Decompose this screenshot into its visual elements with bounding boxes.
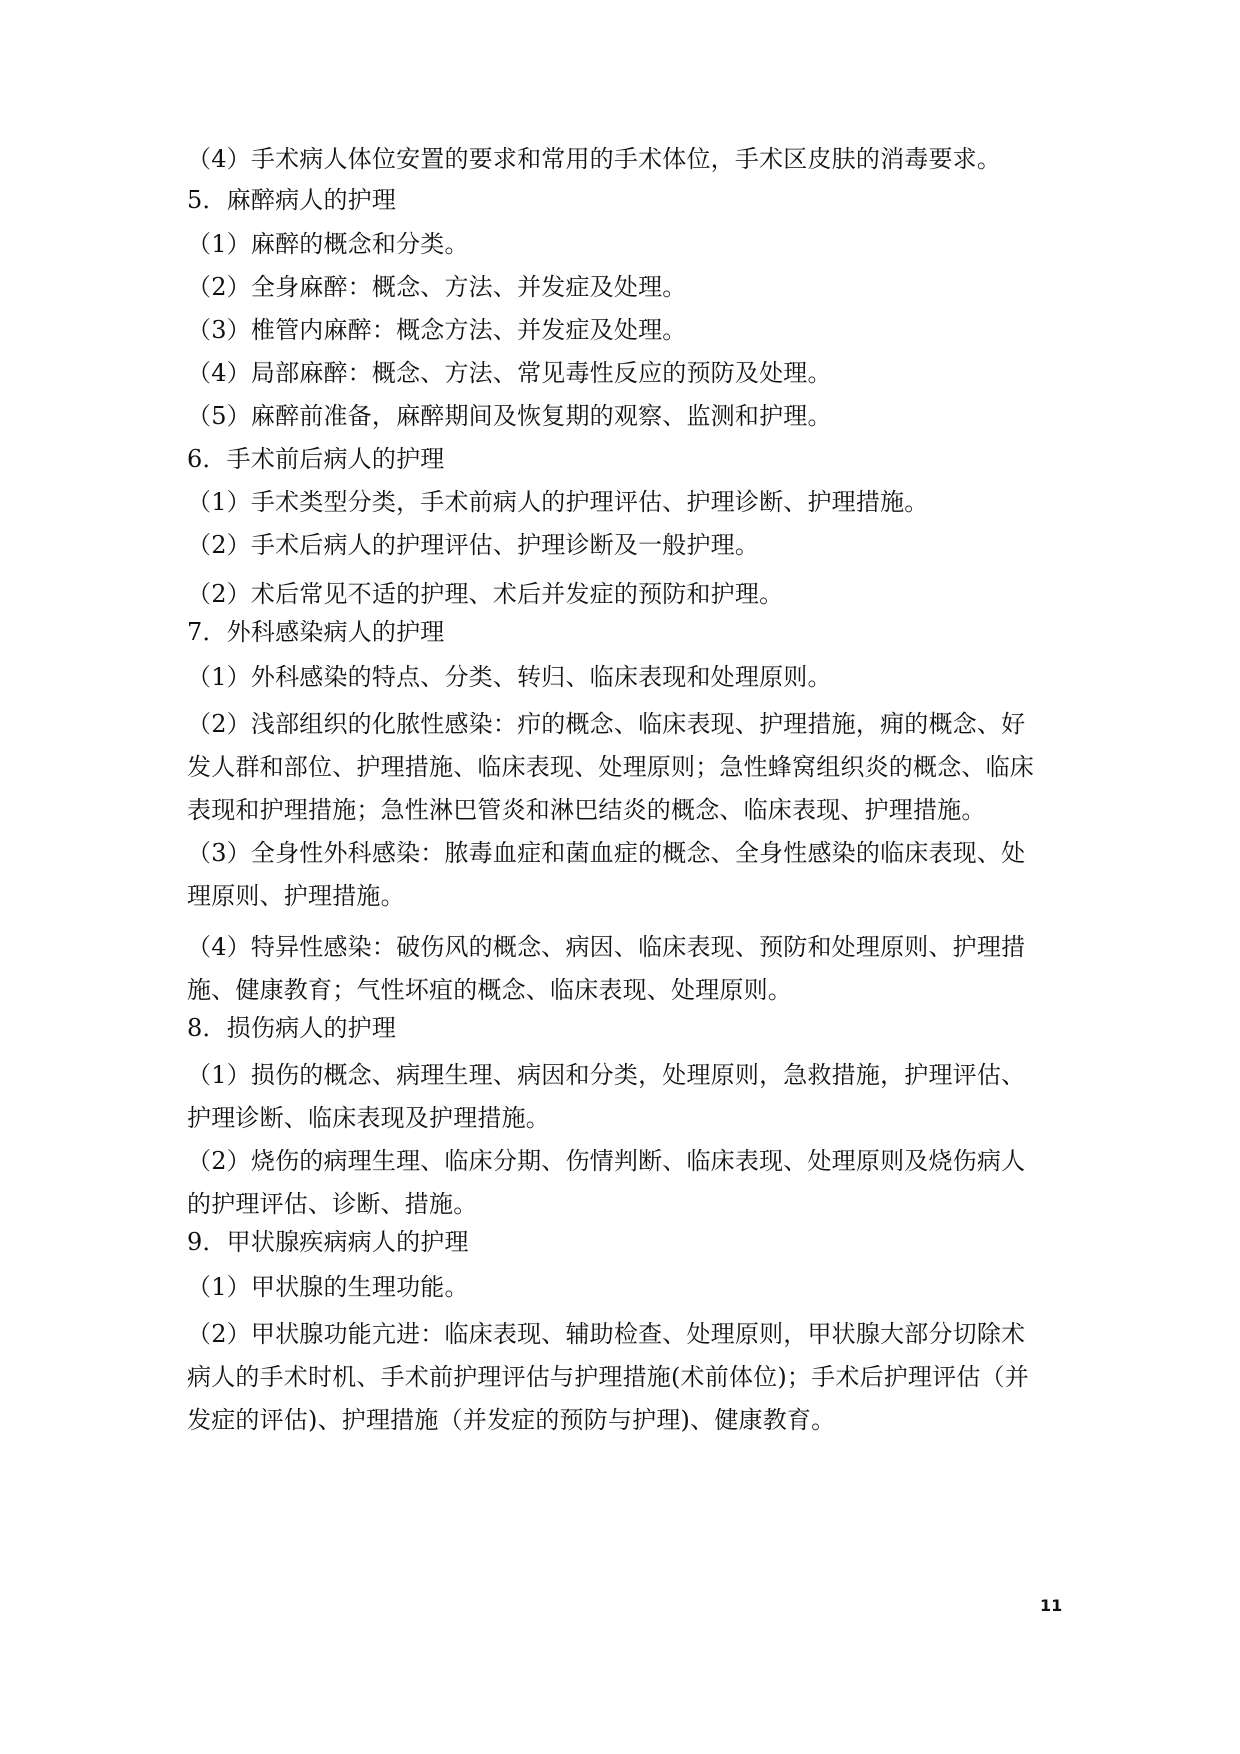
text-line: 施、健康教育；气性坏疽的概念、临床表现、处理原则。 [187, 976, 792, 1004]
text-line: （3）椎管内麻醉：概念方法、并发症及处理。 [187, 316, 687, 344]
text-line: 护理诊断、临床表现及护理措施。 [187, 1104, 550, 1132]
text-line: 发症的评估)、护理措施（并发症的预防与护理)、健康教育。 [187, 1406, 836, 1434]
text-line: （2）烧伤的病理生理、临床分期、伤情判断、临床表现、处理原则及烧伤病人 [187, 1147, 1026, 1175]
section-heading: 9．甲状腺疾病病人的护理 [187, 1228, 469, 1256]
section-heading: 5．麻醉病人的护理 [187, 186, 397, 214]
text-line: （2）浅部组织的化脓性感染：疖的概念、临床表现、护理措施，痈的概念、好 [187, 710, 1026, 738]
text-line: （2）手术后病人的护理评估、护理诊断及一般护理。 [187, 531, 760, 559]
text-line: （2）甲状腺功能亢进：临床表现、辅助检查、处理原则，甲状腺大部分切除术 [187, 1320, 1026, 1348]
section-heading: 6．手术前后病人的护理 [187, 445, 445, 473]
text-line: （3）全身性外科感染：脓毒血症和菌血症的概念、全身性感染的临床表现、处 [187, 839, 1026, 867]
text-line: 表现和护理措施；急性淋巴管炎和淋巴结炎的概念、临床表现、护理措施。 [187, 796, 986, 824]
section-heading: 8．损伤病人的护理 [187, 1014, 397, 1042]
text-line: （2）全身麻醉：概念、方法、并发症及处理。 [187, 273, 687, 301]
text-line: （4）手术病人体位安置的要求和常用的手术体位，手术区皮肤的消毒要求。 [187, 145, 1002, 173]
text-line: 病人的手术时机、手术前护理评估与护理措施(术前体位)；手术后护理评估（并 [187, 1363, 1029, 1391]
text-line: （1）损伤的概念、病理生理、病因和分类，处理原则，急救措施，护理评估、 [187, 1061, 1026, 1089]
text-line: （2）术后常见不适的护理、术后并发症的预防和护理。 [187, 580, 784, 608]
text-line: （1）手术类型分类，手术前病人的护理评估、护理诊断、护理措施。 [187, 488, 929, 516]
text-line: 理原则、护理措施。 [187, 882, 405, 910]
text-line: （1）外科感染的特点、分类、转归、临床表现和处理原则。 [187, 663, 832, 691]
text-line: （1）甲状腺的生理功能。 [187, 1273, 469, 1301]
section-heading: 7．外科感染病人的护理 [187, 618, 445, 646]
text-line: （5）麻醉前准备，麻醉期间及恢复期的观察、监测和护理。 [187, 402, 832, 430]
text-line: 的护理评估、诊断、措施。 [187, 1190, 478, 1218]
text-line: （4）特异性感染：破伤风的概念、病因、临床表现、预防和处理原则、护理措 [187, 933, 1026, 961]
page-number: 11 [1040, 1596, 1063, 1615]
text-line: （4）局部麻醉：概念、方法、常见毒性反应的预防及处理。 [187, 359, 832, 387]
text-line: 发人群和部位、护理措施、临床表现、处理原则；急性蜂窝组织炎的概念、临床 [187, 753, 1034, 781]
text-line: （1）麻醉的概念和分类。 [187, 230, 469, 258]
